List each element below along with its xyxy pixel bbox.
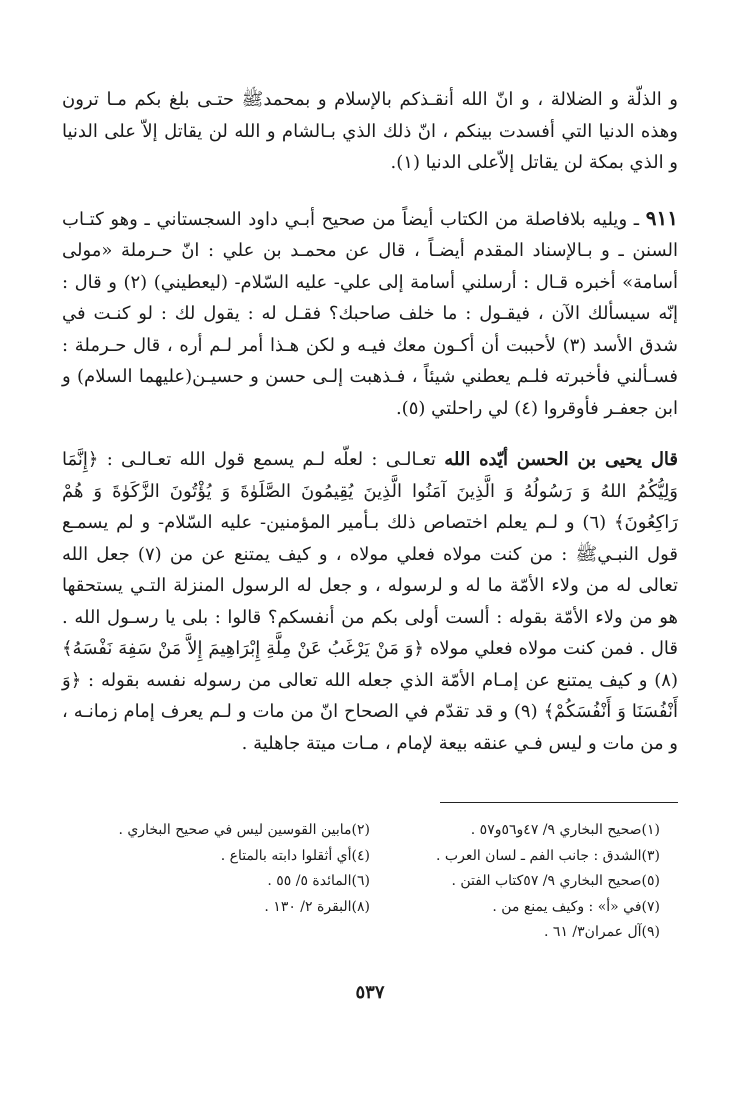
footnote-row bbox=[62, 844, 678, 870]
footnote-empty bbox=[62, 920, 370, 946]
paragraph-commentary bbox=[62, 444, 678, 759]
footnote-row bbox=[62, 818, 678, 844]
paragraph-hadith-911 bbox=[62, 203, 678, 425]
footnote-row bbox=[62, 920, 678, 946]
page-body bbox=[62, 84, 678, 1113]
commentary-lead: قال يحيى بن الحسن أيّده الله bbox=[444, 449, 679, 470]
footnote-row bbox=[62, 869, 678, 895]
page-number: ٥٣٧ bbox=[355, 982, 385, 1003]
footnote-9: (٩)آل عمران٣/ ٦١ . bbox=[544, 924, 660, 940]
hadith-911-text: ـ ويليه بلافاصلة من الكتاب أيضاً من صحيح أبـي داود السجستاني ـ وهو كتـاب السنن ـ و بـالإسناد المقدم أيضـاً ، قال عن محمـد بن علي : انّ حـرملة «مولى أسامة» أخبره قـال : أرسلني أسامة إلى علي- عليه السّلام- (ليعطيني) (٢) و قال : إنّه سيسألك الآن ، فيقـول : ما خلف صاحبك؟ فقـل له : يقول لك : لو كنـت في شدق الأسد (٣) لأحببت أن أكـون معك فيـه و لكن هـذا أمر لـم أره ، قال حـرملة : فسـألني فأخبرته فلـم يعطني شيئاً ، فـذهبت إلـى حسن و حسيـن(عليهما السلام) و ابن جعفـر فأوقروا (٤) لي راحلتي (٥). bbox=[62, 208, 678, 419]
footnote-8: (٨)البقرة ٢/ ١٣٠ . bbox=[264, 898, 370, 915]
footnote-2: (٢)مابين القوسين ليس في صحيح البخاري . bbox=[118, 822, 370, 838]
footnote-4: (٤)أي أثقلوا دابته بالمتاع . bbox=[220, 847, 370, 864]
footnote-divider bbox=[440, 802, 678, 803]
footnote-7: (٧)في «أ» : وكيف يمنع من . bbox=[492, 898, 660, 915]
footnote-5: (٥)صحيح البخاري ٩/ ٥٧كتاب الفتن . bbox=[451, 873, 660, 889]
hadith-number: ٩١١ bbox=[645, 205, 678, 230]
footnote-1: (١)صحيح البخاري ٩/ ٤٧و٥٦و٥٧ . bbox=[470, 822, 660, 838]
footnote-3: (٣)الشدق : جانب الفم ـ لسان العرب . bbox=[436, 847, 660, 864]
commentary-text: تعـالـى : لعلّه لـم يسمع قول الله تعـالـى : ﴿إِنَّمَا وَلِيُّكُمُ اللهُ وَ رَسُولُهُ وَ الَّذِينَ آمَنُوا الَّذِينَ يُقِيمُونَ الصَّلَوٰةَ وَ يُؤْتُونَ الزَّكَوٰةَ وَ هُمْ رَاكِعُونَ﴾ (٦) و لـم يعلم اختصاص ذلك بـأمير المؤمنين- عليه السّلام- و لم يسمـع قول النبـيﷺ : من كنت مولاه فعلي مولاه ، و كيف يمتنع عن من (٧) جعل الله تعالى له من ولاء الأمّة ما له و لرسوله ، و جعل له الرسول المنزلة التـي يستحقها هو من ولاء الأمّة بقوله : ألست أولى بكم من أنفسكم؟ قالوا : بلى يا رسـول الله . قال . فمن كنت مولاه فعلي مولاه ﴿وَ مَنْ يَرْغَبُ عَنْ مِلَّةِ إِبْرَاهِيمَ إِلاَّ مَنْ سَفِهَ نَفْسَهُ﴾ (٨) و كيف يمتنع عن إمـام الأمّة الذي جعله الله تعالى من رسوله نفسه بقوله : ﴿وَ أَنْفُسَنَا وَ أَنْفُسَكُمْ﴾ (٩) و قد تقدّم في الصحاح انّ من مات و لـم يعرف إمام زمانـه ، و من مات و ليس فـي عنقه بيعة لإمام ، مـات ميتة جاهلية . bbox=[62, 449, 678, 754]
footnotes bbox=[62, 818, 678, 946]
paragraph-continuation: و الذلّة و الضلالة ، و انّ الله أنقـذكم بالإسلام و بمحمدﷺ حتـى بلغ بكم مـا ترون وهذه الدنيا التي أفسدت بينكم ، انّ ذلك الذي بـالشام و الله لن يقاتل إلاّ على الدنيا و الذي بمكة لن يقاتل إلاّعلى الدنيا (١). bbox=[62, 89, 678, 173]
footnote-6: (٦)المائدة ٥/ ٥٥ . bbox=[267, 873, 370, 889]
footnote-row bbox=[62, 895, 678, 921]
